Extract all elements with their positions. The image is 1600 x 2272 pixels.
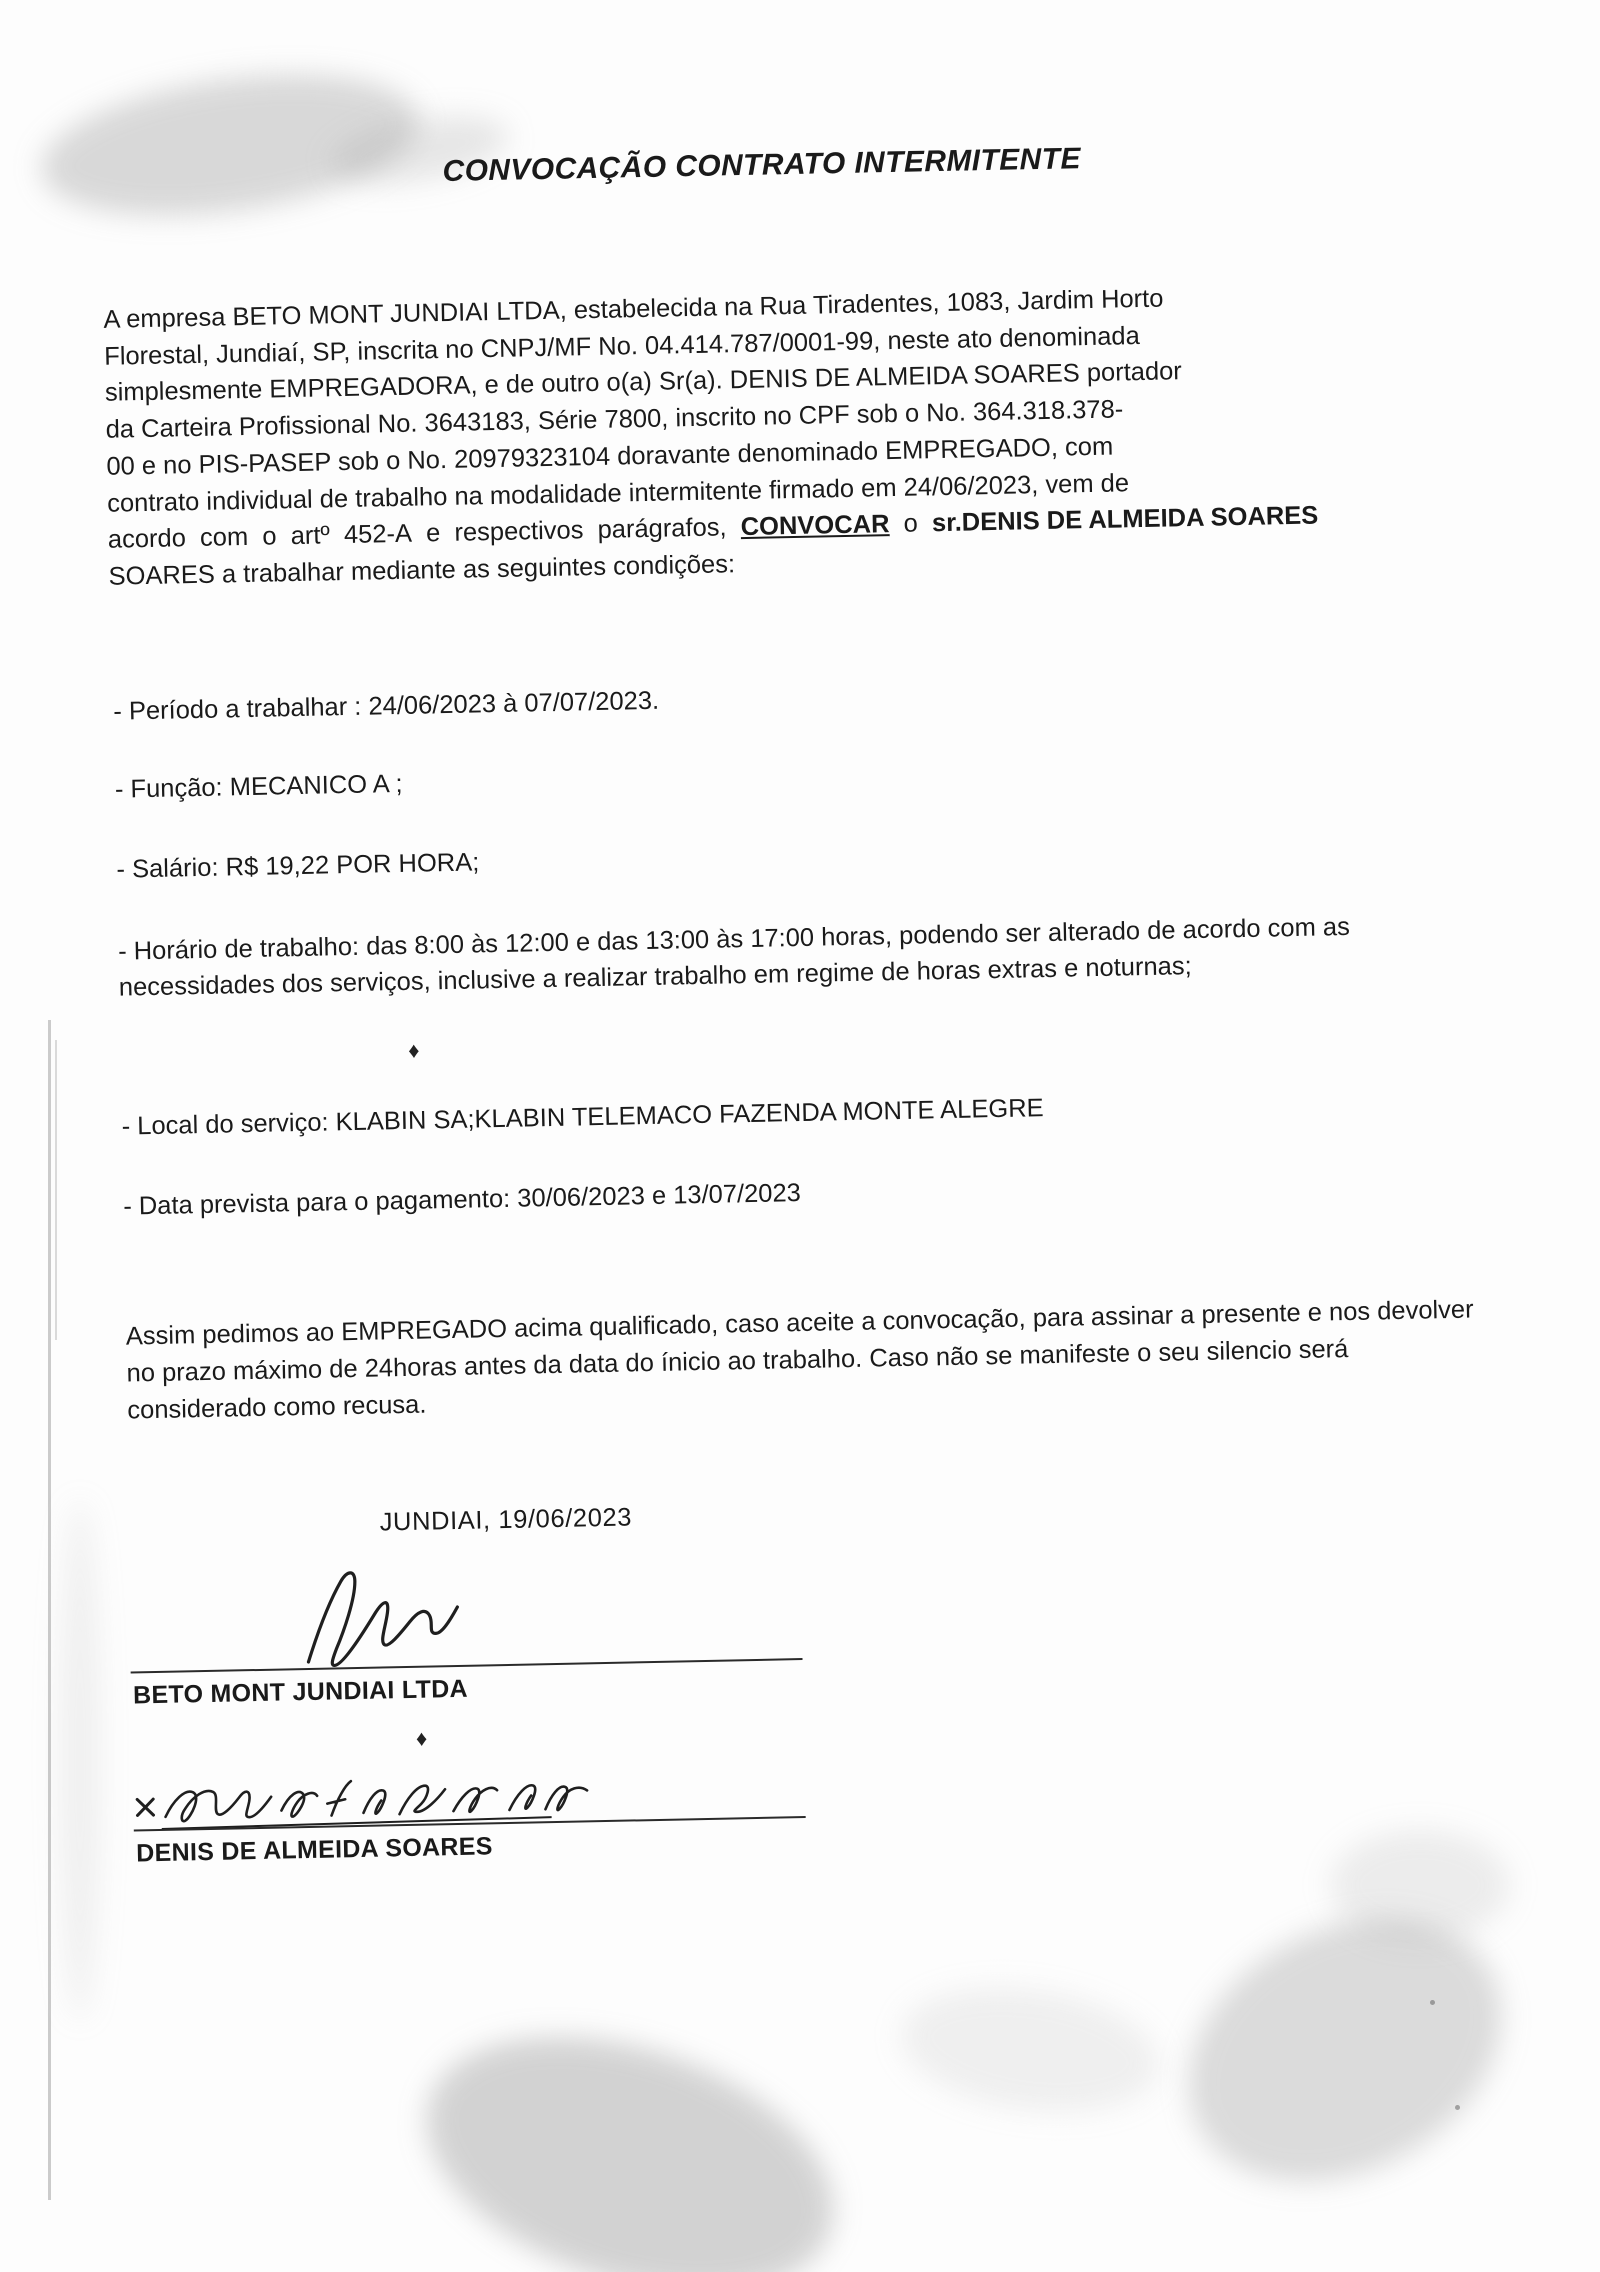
signature-name-employee: DENIS DE ALMEIDA SOARES (135, 1832, 493, 1868)
item-period: - Período a trabalhar : 24/06/2023 à 07/07/2023. (113, 686, 660, 726)
intro-line-prefix: acordo com o artº 452-A e respectivos parágrafos, (107, 513, 742, 555)
pen-mark-icon: ♦ (415, 1725, 428, 1751)
intro-paragraph (103, 275, 1469, 596)
item-salary: - Salário: R$ 19,22 POR HORA; (116, 848, 480, 884)
item-payment-date: - Data prevista para o pagamento: 30/06/2023 e 13/07/2023 (122, 1178, 802, 1221)
signature-handwriting-employer (289, 1563, 471, 1672)
item-location: - Local do serviço: KLABIN SA;KLABIN TELEMACO FAZENDA MONTE ALEGRE (121, 1094, 1044, 1141)
intro-line: contrato individual de trabalho na modalidade intermitente firmado em 24/06/2023, vem de (106, 468, 1130, 518)
item-role: - Função: MECANICO A ; (114, 769, 403, 804)
signature-name-employer: BETO MONT JUNDIAI LTDA (132, 1674, 469, 1710)
closing-paragraph: Assim pedimos ao EMPREGADO acima qualificado, caso aceite a convocação, para assinar a presente e nos devolver no prazo máximo de 24horas antes da data do ínicio ao trabalho. Caso não se manifeste o seu silencio será considerado como recusa. (125, 1295, 1474, 1425)
convocar-emphasis: CONVOCAR (740, 510, 890, 542)
intro-line: 00 e no PIS-PASEP sob o No. 20979323104 doravante denominado EMPREGADO, com (106, 432, 1114, 481)
place-date: JUNDIAI, 19/06/2023 (379, 1503, 633, 1537)
item-schedule: - Horário de trabalho: das 8:00 às 12:00 e das 13:00 às 17:00 horas, podendo ser alterado de acordo com as necessidades dos serviços, inclusive a realizar trabalho em regime de horas extras e noturnas; (117, 912, 1351, 1002)
intro-line: Florestal, Jundiaí, SP, inscrita no CNPJ/MF No. 04.414.787/0001-99, neste ato denominada (103, 321, 1141, 371)
employee-name-emphasis: sr.DENIS DE ALMEIDA SOARES (931, 501, 1319, 538)
intro-line: simplesmente EMPREGADORA, e de outro o(a) Sr(a). DENIS DE ALMEIDA SOARES portador (104, 357, 1183, 408)
intro-line: SOARES a trabalhar mediante as seguintes condições: (108, 550, 736, 591)
page-title: CONVOCAÇÃO CONTRATO INTERMITENTE (442, 142, 1082, 188)
pen-mark-icon: ♦ (407, 1037, 420, 1063)
intro-line-mid: o (889, 509, 933, 539)
intro-line: A empresa BETO MONT JUNDIAI LTDA, estabelecida na Rua Tiradentes, 1083, Jardim Horto (103, 284, 1164, 334)
intro-line: da Carteira Profissional No. 3643183, Série 7800, inscrito no CPF sob o No. 364.318.378- (105, 395, 1124, 444)
